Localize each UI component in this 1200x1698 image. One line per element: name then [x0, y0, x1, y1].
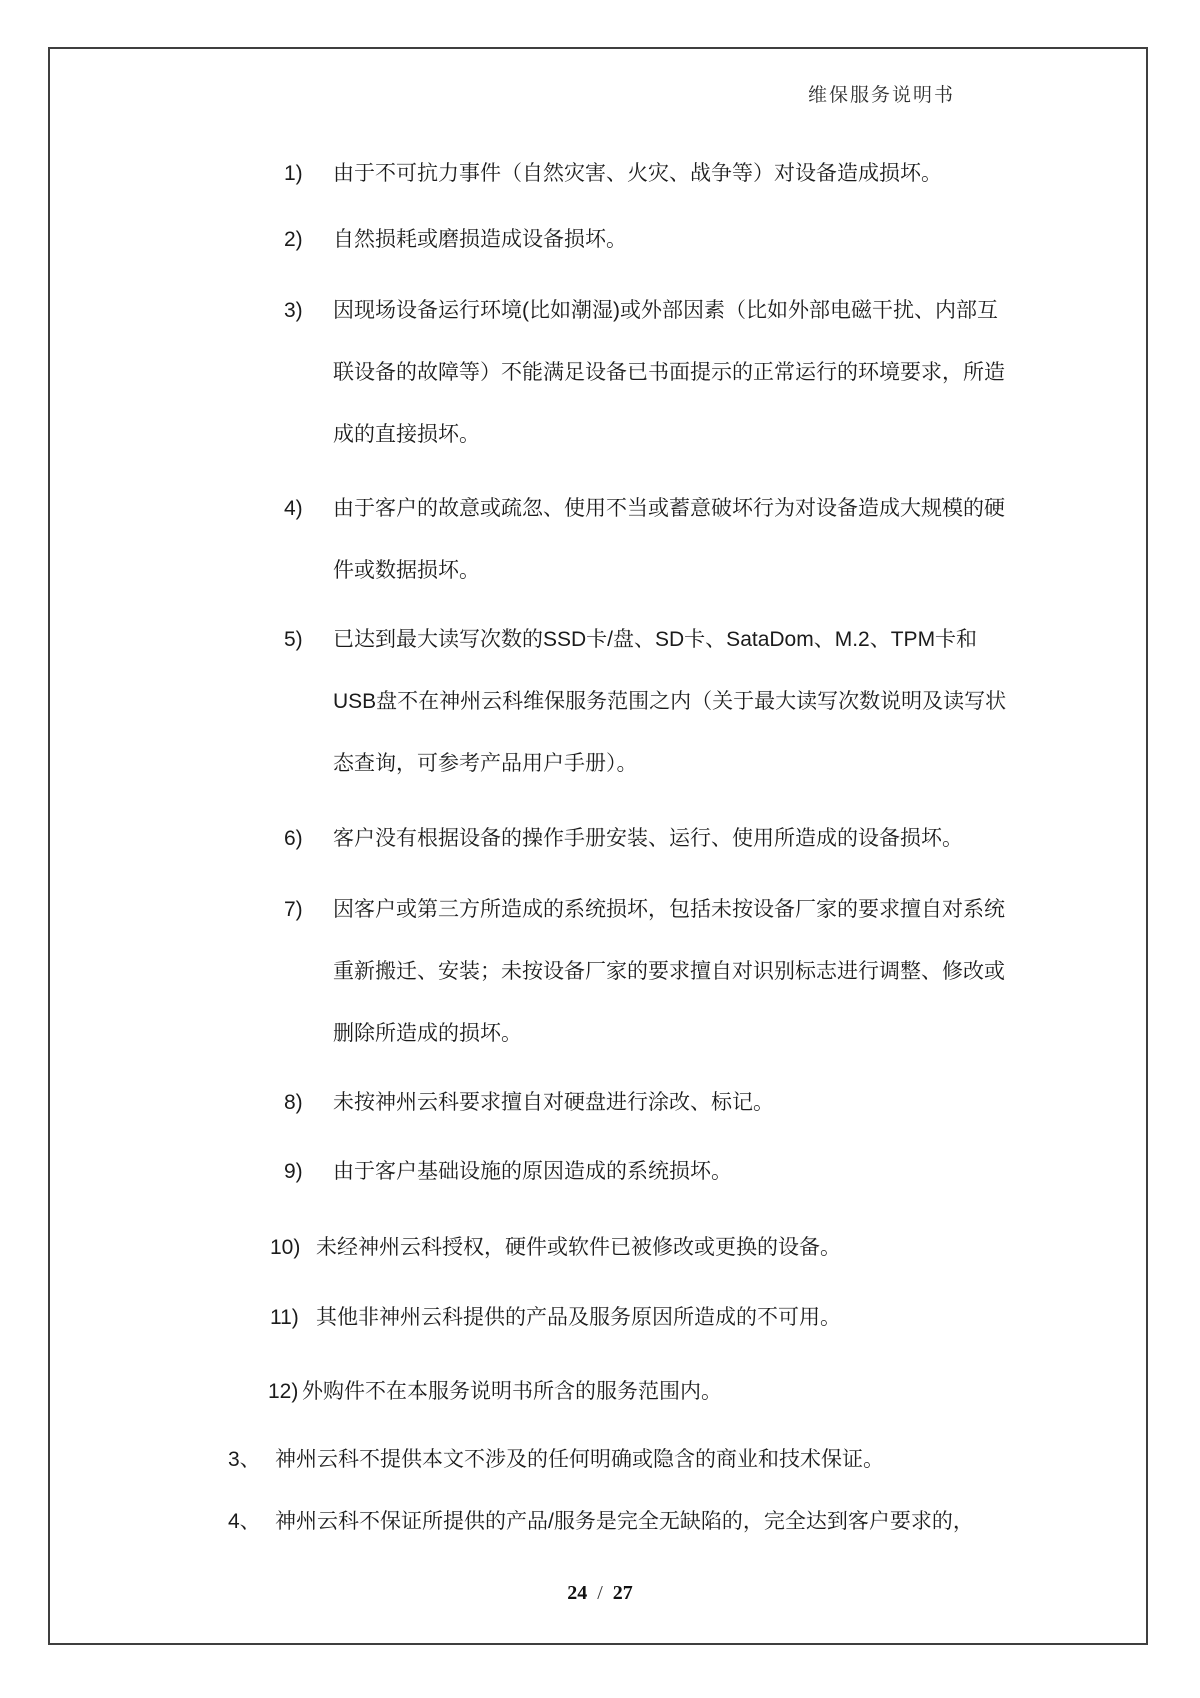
list-item-9: [284, 1141, 732, 1203]
list-item-5: [284, 609, 1006, 795]
item-text-line: 删除所造成的损坏。: [333, 1022, 522, 1045]
item-text-line: 由于客户的故意或疏忽、使用不当或蓄意破坏行为对设备造成大规模的硬: [333, 497, 1005, 520]
item-text-line: 其他非神州云科提供的产品及服务原因所造成的不可用。: [316, 1306, 841, 1329]
item-marker: 6): [284, 827, 303, 850]
item-marker: 2): [284, 228, 303, 251]
item-text-line: 客户没有根据设备的操作手册安装、运行、使用所造成的设备损坏。: [333, 827, 963, 850]
item-text-line: 重新搬迁、安装；未按设备厂家的要求擅自对识别标志进行调整、修改或: [333, 960, 1005, 983]
list-item-7: [284, 879, 1005, 1065]
item-text-line: USB盘不在神州云科维保服务范围之内（关于最大读写次数说明及读写状: [333, 690, 1007, 713]
item-marker: 11): [270, 1306, 299, 1329]
item-marker: 10): [270, 1236, 301, 1259]
item-text-line: 未按神州云科要求擅自对硬盘进行涂改、标记。: [333, 1091, 774, 1114]
item-text-line: 件或数据损坏。: [333, 559, 480, 582]
item-marker: 1): [284, 162, 303, 185]
list-item-level1-4: [228, 1491, 974, 1553]
item-text-line: 态查询，可参考产品用户手册）。: [333, 752, 638, 775]
item-text-line: 已达到最大读写次数的SSD卡/盘、SD卡、SataDom、M.2、TPM卡和: [333, 628, 978, 651]
list-item-12: [268, 1361, 722, 1423]
item-text-line: 外购件不在本服务说明书所含的服务范围内。: [302, 1380, 722, 1403]
list-item-level1-3: [228, 1429, 884, 1491]
item-marker: 4): [284, 497, 303, 520]
list-item-6: [284, 808, 963, 870]
item-marker: 7): [284, 898, 303, 921]
item-marker: 8): [284, 1091, 303, 1114]
page-number: [0, 1582, 1200, 1605]
item-text-line: 未经神州云科授权，硬件或软件已被修改或更换的设备。: [316, 1236, 841, 1259]
item-text-line: 由于不可抗力事件（自然灾害、火灾、战争等）对设备造成损坏。: [333, 162, 942, 185]
item-text-line: 神州云科不提供本文不涉及的任何明确或隐含的商业和技术保证。: [275, 1448, 884, 1471]
page-number-separator: /: [597, 1582, 603, 1604]
list-item-8: [284, 1072, 774, 1134]
item-marker: 3、: [228, 1448, 261, 1471]
item-text-line: 由于客户基础设施的原因造成的系统损坏。: [333, 1160, 732, 1183]
item-text-line: 因客户或第三方所造成的系统损坏，包括未按设备厂家的要求擅自对系统: [333, 898, 1005, 921]
item-marker: 12): [268, 1380, 299, 1403]
page-header-title: 维保服务说明书: [807, 85, 955, 106]
list-item-11: [270, 1287, 841, 1349]
item-marker: 4、: [228, 1510, 261, 1533]
item-marker: 5): [284, 628, 303, 651]
list-item-3: [284, 280, 1005, 466]
item-text-line: 联设备的故障等）不能满足设备已书面提示的正常运行的环境要求，所造: [333, 361, 1005, 384]
item-text-line: 因现场设备运行环境(比如潮湿)或外部因素（比如外部电磁干扰、内部互: [333, 299, 998, 322]
list-item-10: [270, 1217, 841, 1279]
page-number-total: 27: [612, 1582, 633, 1604]
item-marker: 9): [284, 1160, 303, 1183]
list-item-1: [284, 143, 942, 205]
item-text-line: 成的直接损坏。: [333, 423, 480, 446]
item-text-line: 自然损耗或磨损造成设备损坏。: [333, 228, 627, 251]
page-number-current: 24: [567, 1582, 588, 1604]
item-marker: 3): [284, 299, 303, 322]
list-item-2: [284, 209, 627, 271]
item-text-line: 神州云科不保证所提供的产品/服务是完全无缺陷的，完全达到客户要求的，: [275, 1510, 974, 1533]
list-item-4: [284, 478, 1005, 602]
